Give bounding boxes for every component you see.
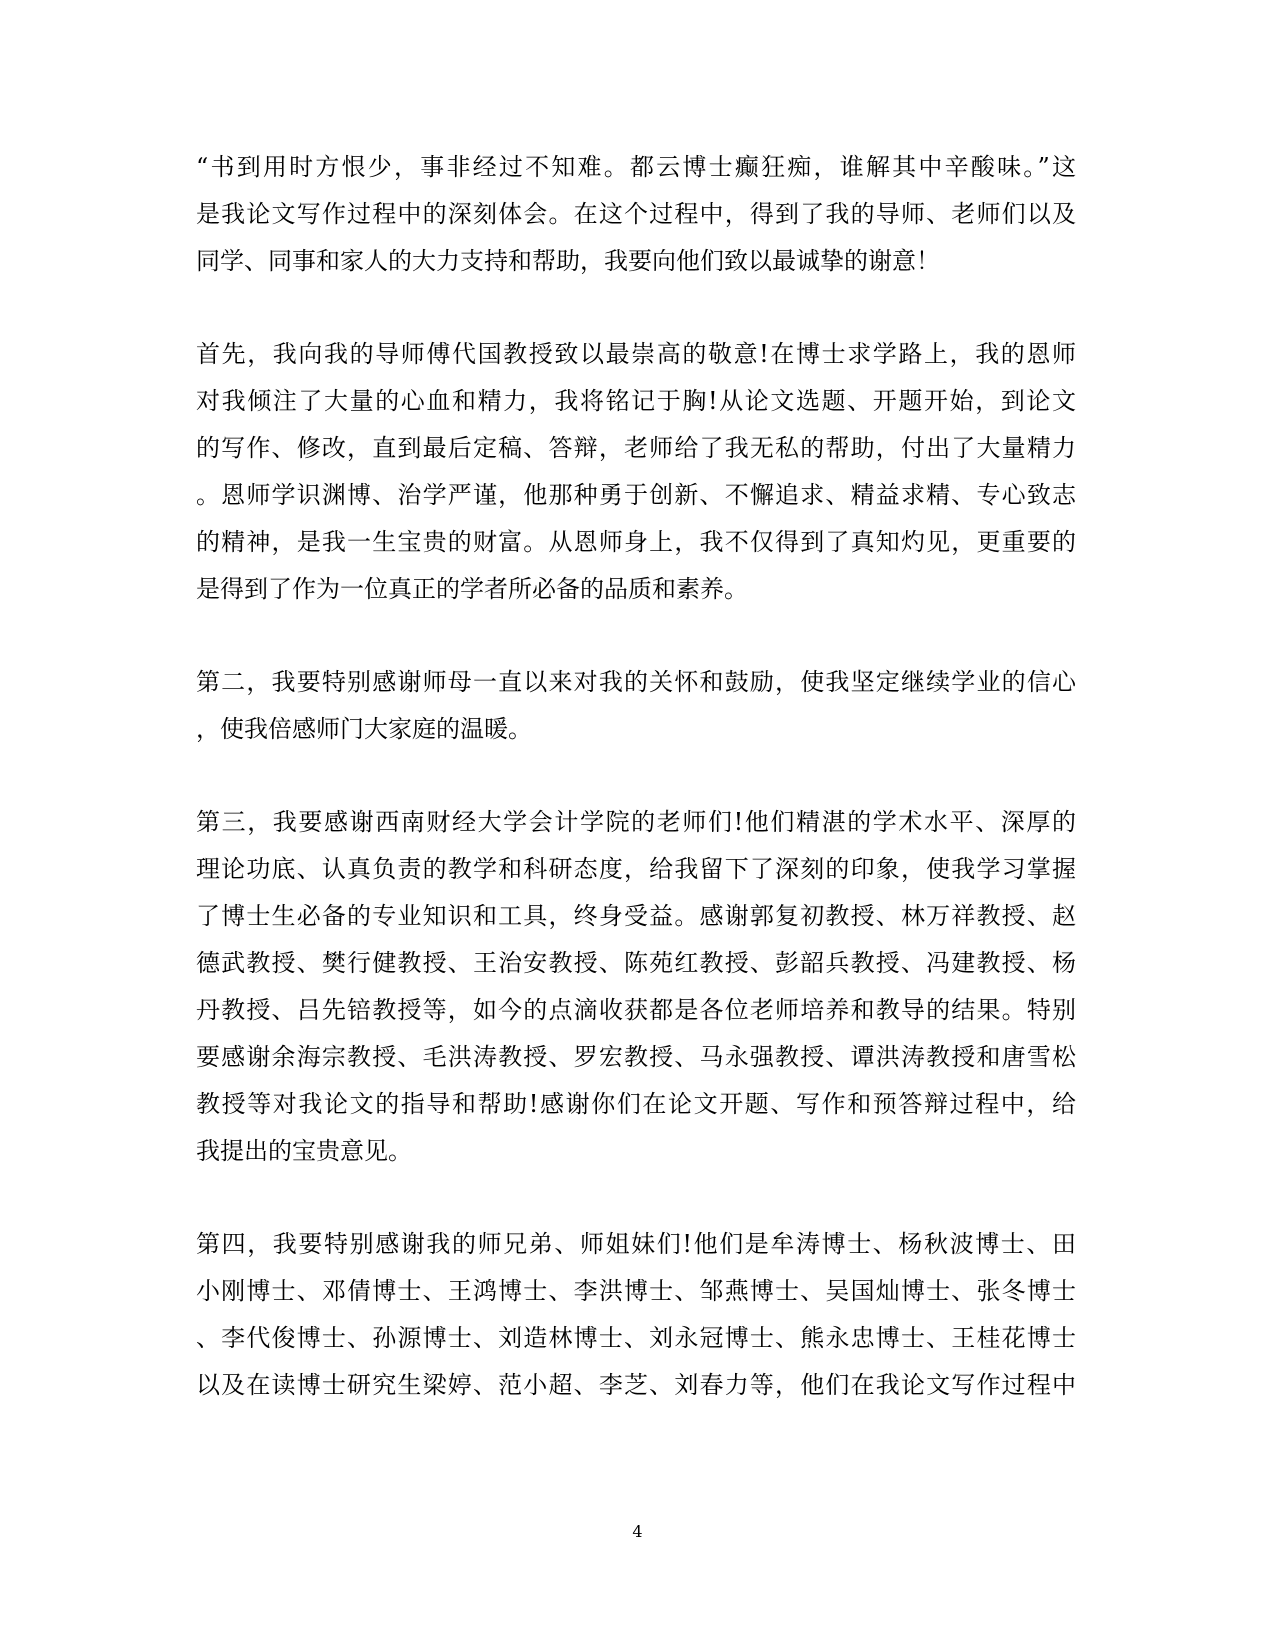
paragraph-3-line-1: 第二，我要特别感谢师母一直以来对我的关怀和鼓励，使我坚定继续学业的信心 [196, 668, 1076, 696]
paragraph-1-line-1: “书到用时方恨少，事非经过不知难。都云博士癫狂痴，谁解其中辛酸味。”这 [196, 153, 1076, 181]
paragraph-4-line-3: 了博士生必备的专业知识和工具，终身受益。感谢郭复初教授、林万祥教授、赵 [196, 902, 1076, 930]
paragraph-4-line-2: 理论功底、认真负责的教学和科研态度，给我留下了深刻的印象，使我学习掌握 [196, 855, 1076, 883]
paragraph-4-line-6: 要感谢余海宗教授、毛洪涛教授、罗宏教授、马永强教授、谭洪涛教授和唐雪松 [196, 1043, 1076, 1071]
paragraph-2-line-5: 的精神，是我一生宝贵的财富。从恩师身上，我不仅得到了真知灼见，更重要的 [196, 528, 1076, 556]
paragraph-3-line-2: ，使我倍感师门大家庭的温暖。 [196, 715, 532, 743]
paragraph-2-line-4: 。恩师学识渊博、治学严谨，他那种勇于创新、不懈追求、精益求精、专心致志 [196, 481, 1076, 509]
paragraph-2-line-6: 是得到了作为一位真正的学者所必备的品质和素养。 [196, 575, 748, 603]
paragraph-4-line-7: 教授等对我论文的指导和帮助!感谢你们在论文开题、写作和预答辩过程中，给 [196, 1090, 1076, 1118]
paragraph-5-line-3: 、李代俊博士、孙源博士、刘造林博士、刘永冠博士、熊永忠博士、王桂花博士 [196, 1324, 1076, 1352]
paragraph-5-line-1: 第四，我要特别感谢我的师兄弟、师姐妹们!他们是牟涛博士、杨秋波博士、田 [196, 1230, 1076, 1258]
paragraph-4-line-5: 丹教授、吕先锫教授等，如今的点滴收获都是各位老师培养和教导的结果。特别 [196, 996, 1076, 1024]
paragraph-4-line-4: 德武教授、樊行健教授、王治安教授、陈苑红教授、彭韶兵教授、冯建教授、杨 [196, 949, 1076, 977]
paragraph-5-line-4: 以及在读博士研究生梁婷、范小超、李芝、刘春力等，他们在我论文写作过程中 [196, 1371, 1076, 1399]
paragraph-1-line-3: 同学、同事和家人的大力支持和帮助，我要向他们致以最诚挚的谢意！ [196, 247, 940, 275]
paragraph-1-line-2: 是我论文写作过程中的深刻体会。在这个过程中，得到了我的导师、老师们以及 [196, 200, 1076, 228]
paragraph-2-line-3: 的写作、修改，直到最后定稿、答辩，老师给了我无私的帮助，付出了大量精力 [196, 434, 1076, 462]
page-number: 4 [632, 1522, 643, 1541]
paragraph-4-line-8: 我提出的宝贵意见。 [196, 1137, 412, 1165]
paragraph-4-line-1: 第三，我要感谢西南财经大学会计学院的老师们!他们精湛的学术水平、深厚的 [196, 808, 1076, 836]
paragraph-2-line-2: 对我倾注了大量的心血和精力，我将铭记于胸!从论文选题、开题开始，到论文 [196, 387, 1076, 415]
paragraph-2-line-1: 首先，我向我的导师傅代国教授致以最崇高的敬意!在博士求学路上，我的恩师 [196, 340, 1076, 368]
paragraph-5-line-2: 小刚博士、邓倩博士、王鸿博士、李洪博士、邹燕博士、吴国灿博士、张冬博士 [196, 1277, 1076, 1305]
